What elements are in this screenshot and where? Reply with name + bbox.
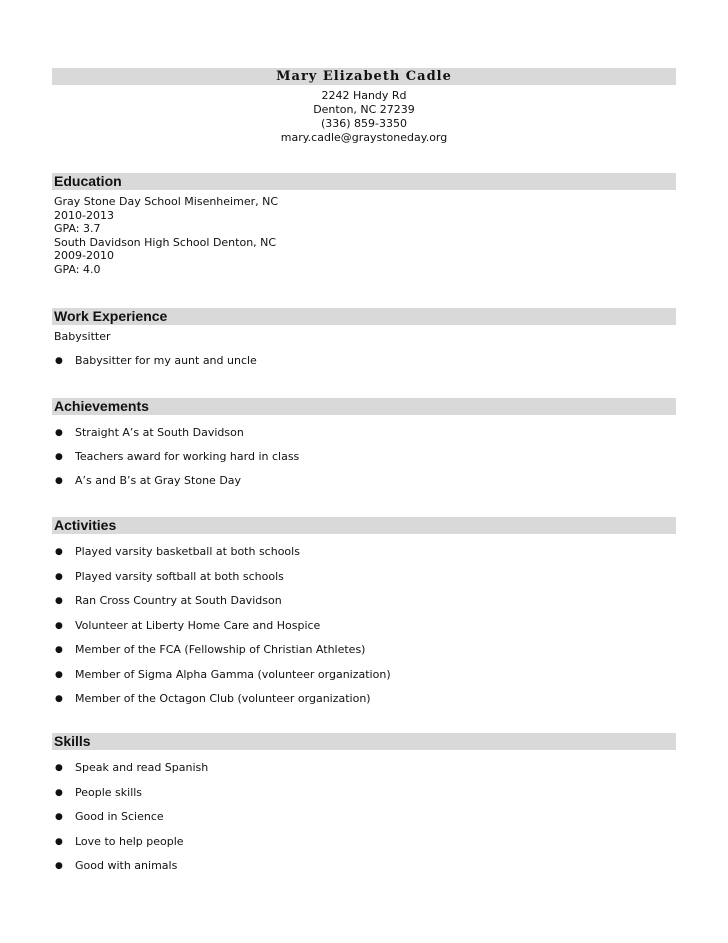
activities-heading: Activities [52, 517, 676, 534]
bullet-icon: ● [55, 620, 63, 631]
work-job [52, 330, 676, 344]
skills-list [52, 761, 676, 873]
list-item: ● Played varsity basketball at both schools [55, 545, 300, 558]
achievements-list [52, 426, 676, 488]
bullet-icon: ● [55, 836, 63, 847]
bullet-icon: ● [55, 547, 63, 557]
list-item: ● Teachers award for working hard in class [55, 450, 300, 463]
phone-line: (336) 859-3350 [320, 117, 408, 130]
bullet-icon: ● [55, 787, 63, 798]
resume-page [52, 68, 676, 873]
list-item: ● Straight A’s at South Davidson [55, 426, 244, 439]
education-line: 2009-2010 [54, 249, 114, 263]
work-heading: Work Experience [52, 308, 676, 325]
list-item: ● Love to help people [55, 834, 184, 848]
education-section [52, 173, 676, 277]
education-heading: Education [52, 173, 676, 190]
list-item: ● Speak and read Spanish [55, 761, 209, 774]
achievements-heading: Achievements [52, 398, 676, 415]
bullet-icon: ● [55, 812, 63, 823]
education-line: GPA: 3.7 [54, 222, 101, 236]
education-line: South Davidson High School Denton, NC [54, 235, 277, 249]
work-section [52, 308, 676, 368]
list-item: ● Babysitter for my aunt and uncle [55, 353, 257, 367]
list-item: ● Good in Science [55, 810, 164, 824]
skills-section [52, 733, 676, 884]
bullet-icon: ● [55, 355, 63, 366]
resume-name: Mary Elizabeth Cadle [52, 68, 676, 85]
list-item: ● Played varsity softball at both schools [55, 569, 284, 583]
bullet-icon: ● [55, 669, 63, 680]
bullet-icon: ● [55, 452, 63, 462]
city-line: Denton, NC 27239 [313, 103, 415, 116]
education-line: 2010-2013 [54, 208, 114, 222]
address-line: 2242 Handy Rd [321, 89, 407, 102]
bullet-icon: ● [55, 763, 63, 773]
bullet-icon: ● [55, 476, 63, 486]
contact-block [52, 89, 676, 145]
list-item: ● Volunteer at Liberty Home Care and Hospice [55, 618, 321, 632]
activities-section [52, 517, 676, 717]
education-line: GPA: 4.0 [54, 262, 101, 276]
bullet-icon: ● [55, 428, 63, 438]
bullet-icon: ● [55, 694, 63, 704]
education-details [52, 195, 676, 277]
list-item: ● Ran Cross Country at South Davidson [55, 594, 282, 607]
achievements-section [52, 398, 676, 498]
email-line: mary.cadle@graystoneday.org [280, 131, 448, 144]
education-line: Gray Stone Day School Misenheimer, NC [54, 195, 279, 208]
list-item: ● Member of Sigma Alpha Gamma (volunteer organization) [55, 667, 391, 681]
list-item: ● Good with animals [55, 859, 178, 873]
bullet-icon: ● [55, 596, 63, 606]
list-item: ● People skills [55, 785, 143, 799]
activities-list [52, 545, 676, 706]
job-title: Babysitter [54, 330, 111, 343]
bullet-icon: ● [55, 571, 63, 582]
list-item: ● A’s and B’s at Gray Stone Day [55, 474, 242, 487]
work-list [52, 354, 676, 368]
list-item: ● Member of the Octagon Club (volunteer organization) [55, 692, 371, 705]
skills-heading: Skills [52, 733, 676, 750]
list-item: ● Member of the FCA (Fellowship of Christian Athletes) [55, 643, 366, 656]
bullet-icon: ● [55, 645, 63, 655]
bullet-icon: ● [55, 861, 63, 872]
